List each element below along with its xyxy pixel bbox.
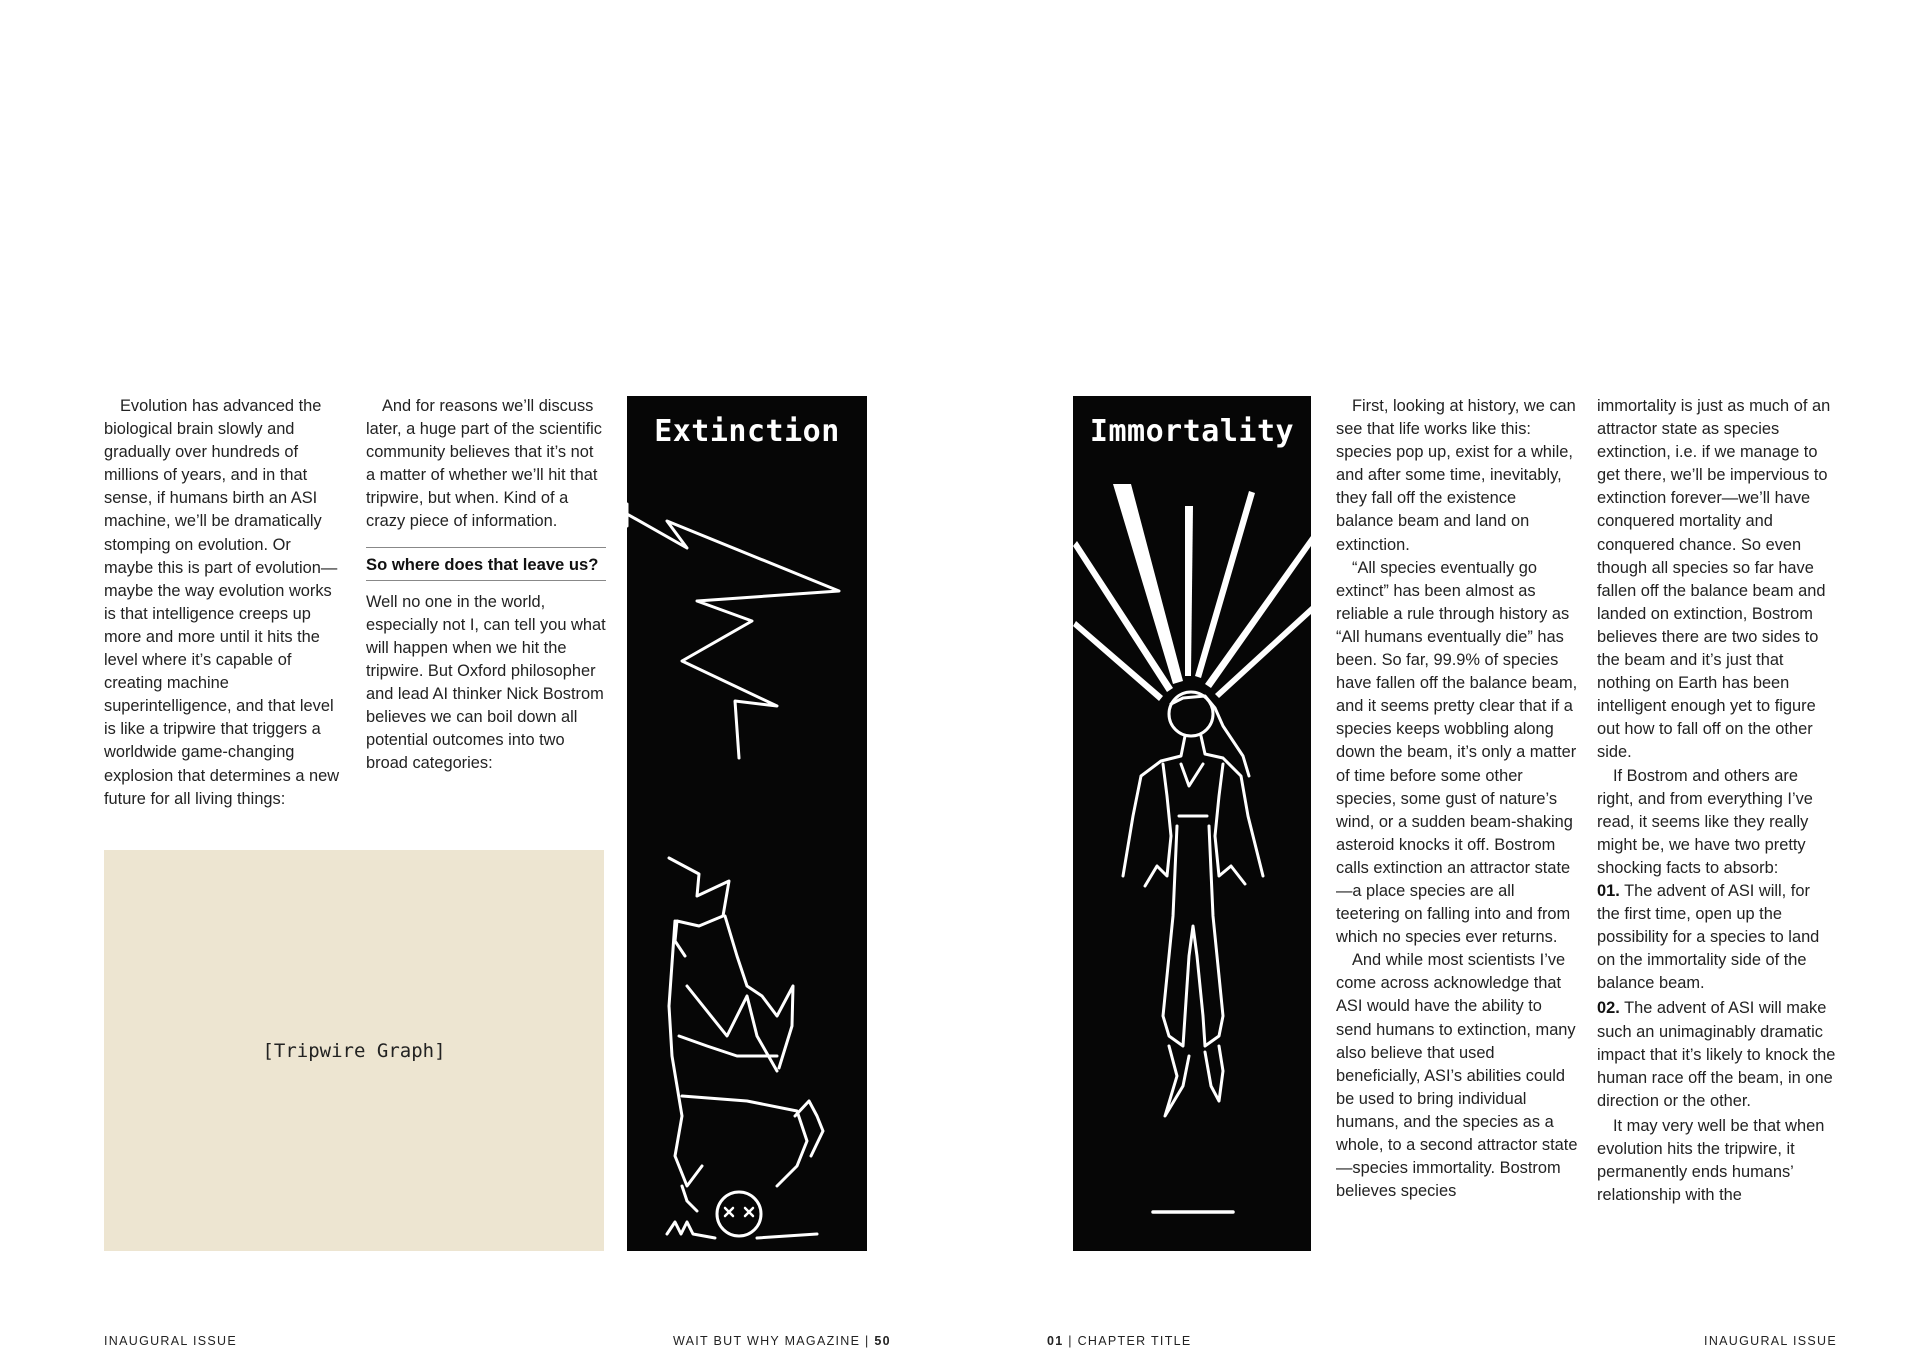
extinction-drawing <box>627 396 867 1251</box>
chapter-title: | CHAPTER TITLE <box>1063 1334 1192 1348</box>
body-paragraph: It may very well be that when evolution hits the tripwire, it permanently ends humans’ relationship with the <box>1597 1116 1825 1205</box>
chapter-number: 01 <box>1047 1334 1064 1348</box>
numbered-item <box>1597 997 1837 1112</box>
figure-shoe <box>669 858 729 956</box>
figure-torso <box>682 1096 807 1186</box>
body-paragraph: Evolution has advanced the biological brain slowly and gradually over hundreds of millions of years, and in that sense, if humans birth an ASI machine, we’ll be dramatically stomping on evolution. Or maybe this is part of evolution—maybe the way evolution works is that intelligence creeps up more and more until it hits the level where it’s capable of creating machine superintelligence, and that level is like a tripwire that triggers a worldwide game-changing explosion that determines a new future for all living things: <box>104 397 340 808</box>
extinction-illustration <box>627 396 867 1251</box>
ray <box>1205 536 1311 688</box>
left-column-2 <box>366 395 606 775</box>
tripwire-graph-placeholder <box>104 850 604 1251</box>
item-number: 02. <box>1597 999 1620 1018</box>
right-column-2 <box>1597 395 1837 1207</box>
figure-feet <box>1165 1046 1223 1116</box>
footer-left: INAUGURAL ISSUE <box>104 1334 237 1348</box>
right-column-1 <box>1336 395 1578 1203</box>
lightning-bolt <box>627 514 839 758</box>
placeholder-label: [Tripwire Graph] <box>262 1039 446 1062</box>
section-subheading: So where does that leave us? <box>366 547 606 581</box>
item-text: The advent of ASI will make such an unimaginably dramatic impact that it’s likely to knock the human race off the beam, in one direction or the other. <box>1597 999 1836 1110</box>
page-number: 50 <box>874 1334 891 1348</box>
figure-x-eyes <box>725 1208 753 1216</box>
light-rays <box>1073 484 1311 701</box>
item-text: The advent of ASI will, for the first time, open up the possibility for a species to land on the immortality side of the balance beam. <box>1597 881 1820 993</box>
ray <box>1185 506 1193 676</box>
figure-jacket-right <box>1215 764 1245 884</box>
body-paragraph: If Bostrom and others are right, and from everything I’ve read, it seems like they really might be, we have two pretty shocking facts to absorb: <box>1597 766 1813 877</box>
body-paragraph: First, looking at history, we can see that life works like this: species pop up, exist for a while, and after some time, inevitably, they fall off the existence balance beam and land on extinction. <box>1336 397 1576 554</box>
figure-arm <box>682 1186 697 1211</box>
figure-head <box>717 1192 761 1236</box>
body-paragraph: And for reasons we’ll discuss later, a huge part of the scientific community believes that it’s not a matter of whether we’ll hit that tripwire, but when. Kind of a crazy piece of information. <box>366 397 602 531</box>
immortality-title: Immortality <box>1089 414 1295 449</box>
body-paragraph: immortality is just as much of an attractor state as species extinction, i.e. if we manage to get there, we’ll be impervious to extinction forever—we’ll have conquered mortality and conquered chance. So even though all species so far have fallen off the balance beam and landed on extinction, Bostrom believes there are two sides to the beam and it’s just that nothing on Earth has been intelligent enough yet to figure out how to fall off on the other side. <box>1597 397 1831 762</box>
immortality-drawing <box>1073 396 1311 1251</box>
figure <box>1123 692 1263 1212</box>
item-number: 01. <box>1597 881 1620 900</box>
body-paragraph: Well no one in the world, especially not I, can tell you what will happen when we hit the tripwire. But Oxford philosopher and lead AI thinker Nick Bostrom believes we can boil down all potential outcomes into two broad categories: <box>366 592 606 773</box>
footer-magazine <box>673 1334 891 1348</box>
footer-chapter <box>1047 1334 1192 1348</box>
body-paragraph: And while most scientists I’ve come across acknowledge that ASI would have the ability to send humans to extinction, many also believe that used beneficially, ASI’s abilities could be used to bring individual humans, and the species as a whole, to a second attractor state—species immortality. Bostrom believes species <box>1336 951 1578 1201</box>
figure-legs <box>1163 826 1223 1046</box>
footer-right: INAUGURAL ISSUE <box>1704 1334 1837 1348</box>
immortality-illustration <box>1073 396 1311 1251</box>
extinction-title: Extinction <box>654 414 840 449</box>
ray <box>1195 491 1255 678</box>
figure-hand <box>795 1101 823 1156</box>
body-paragraph: “All species eventually go extinct” has been almost as reliable a rule through history as “All humans eventually die” has been. So far, 99.9% of species have fallen off the balance beam, and it seems pretty clear that if a species keeps wobbling along down the beam, it’s only a matter of time before some other species, some gust of nature’s wind, or a sudden beam-shaking asteroid knocks it off. Bostrom calls extinction an attractor state—a place species are all teetering on falling into and from which no species ever returns. <box>1336 558 1578 947</box>
figure-leg-2 <box>725 916 793 1068</box>
figure-leg <box>669 921 702 1186</box>
left-column-1 <box>104 395 342 811</box>
numbered-item <box>1597 880 1837 995</box>
figure-shirt <box>1179 764 1207 816</box>
figure-jacket-left <box>1145 764 1171 886</box>
figure-hair <box>1171 696 1249 776</box>
footer-magazine-name: WAIT BUT WHY MAGAZINE | <box>673 1334 875 1348</box>
